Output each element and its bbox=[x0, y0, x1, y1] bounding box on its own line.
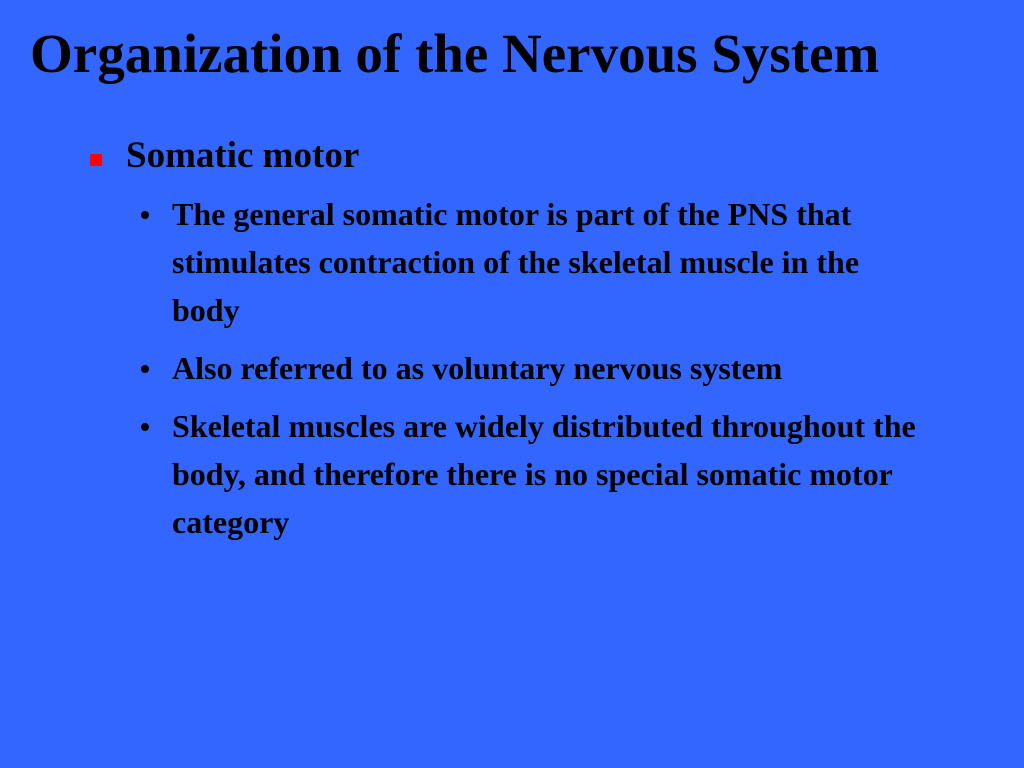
sub-bullet-item bbox=[138, 344, 928, 392]
sub-bullet-text: Also referred to as voluntary nervous system bbox=[172, 350, 783, 386]
round-bullet-icon bbox=[141, 365, 149, 373]
sub-bullet-item bbox=[138, 190, 928, 334]
main-bullet-text: Somatic motor bbox=[126, 135, 360, 176]
sub-bullet-item bbox=[138, 402, 928, 546]
sub-bullet-list bbox=[138, 190, 928, 556]
sub-bullet-text: The general somatic motor is part of the PNS that stimulates contraction of the skeletal muscle in the body bbox=[172, 196, 860, 328]
round-bullet-icon bbox=[141, 423, 149, 431]
slide-title: Organization of the Nervous System bbox=[30, 23, 880, 84]
round-bullet-icon bbox=[141, 211, 149, 219]
sub-bullet-text: Skeletal muscles are widely distributed throughout the body, and therefore there is no special somatic motor category bbox=[172, 408, 916, 540]
red-square-bullet-icon bbox=[90, 154, 102, 166]
